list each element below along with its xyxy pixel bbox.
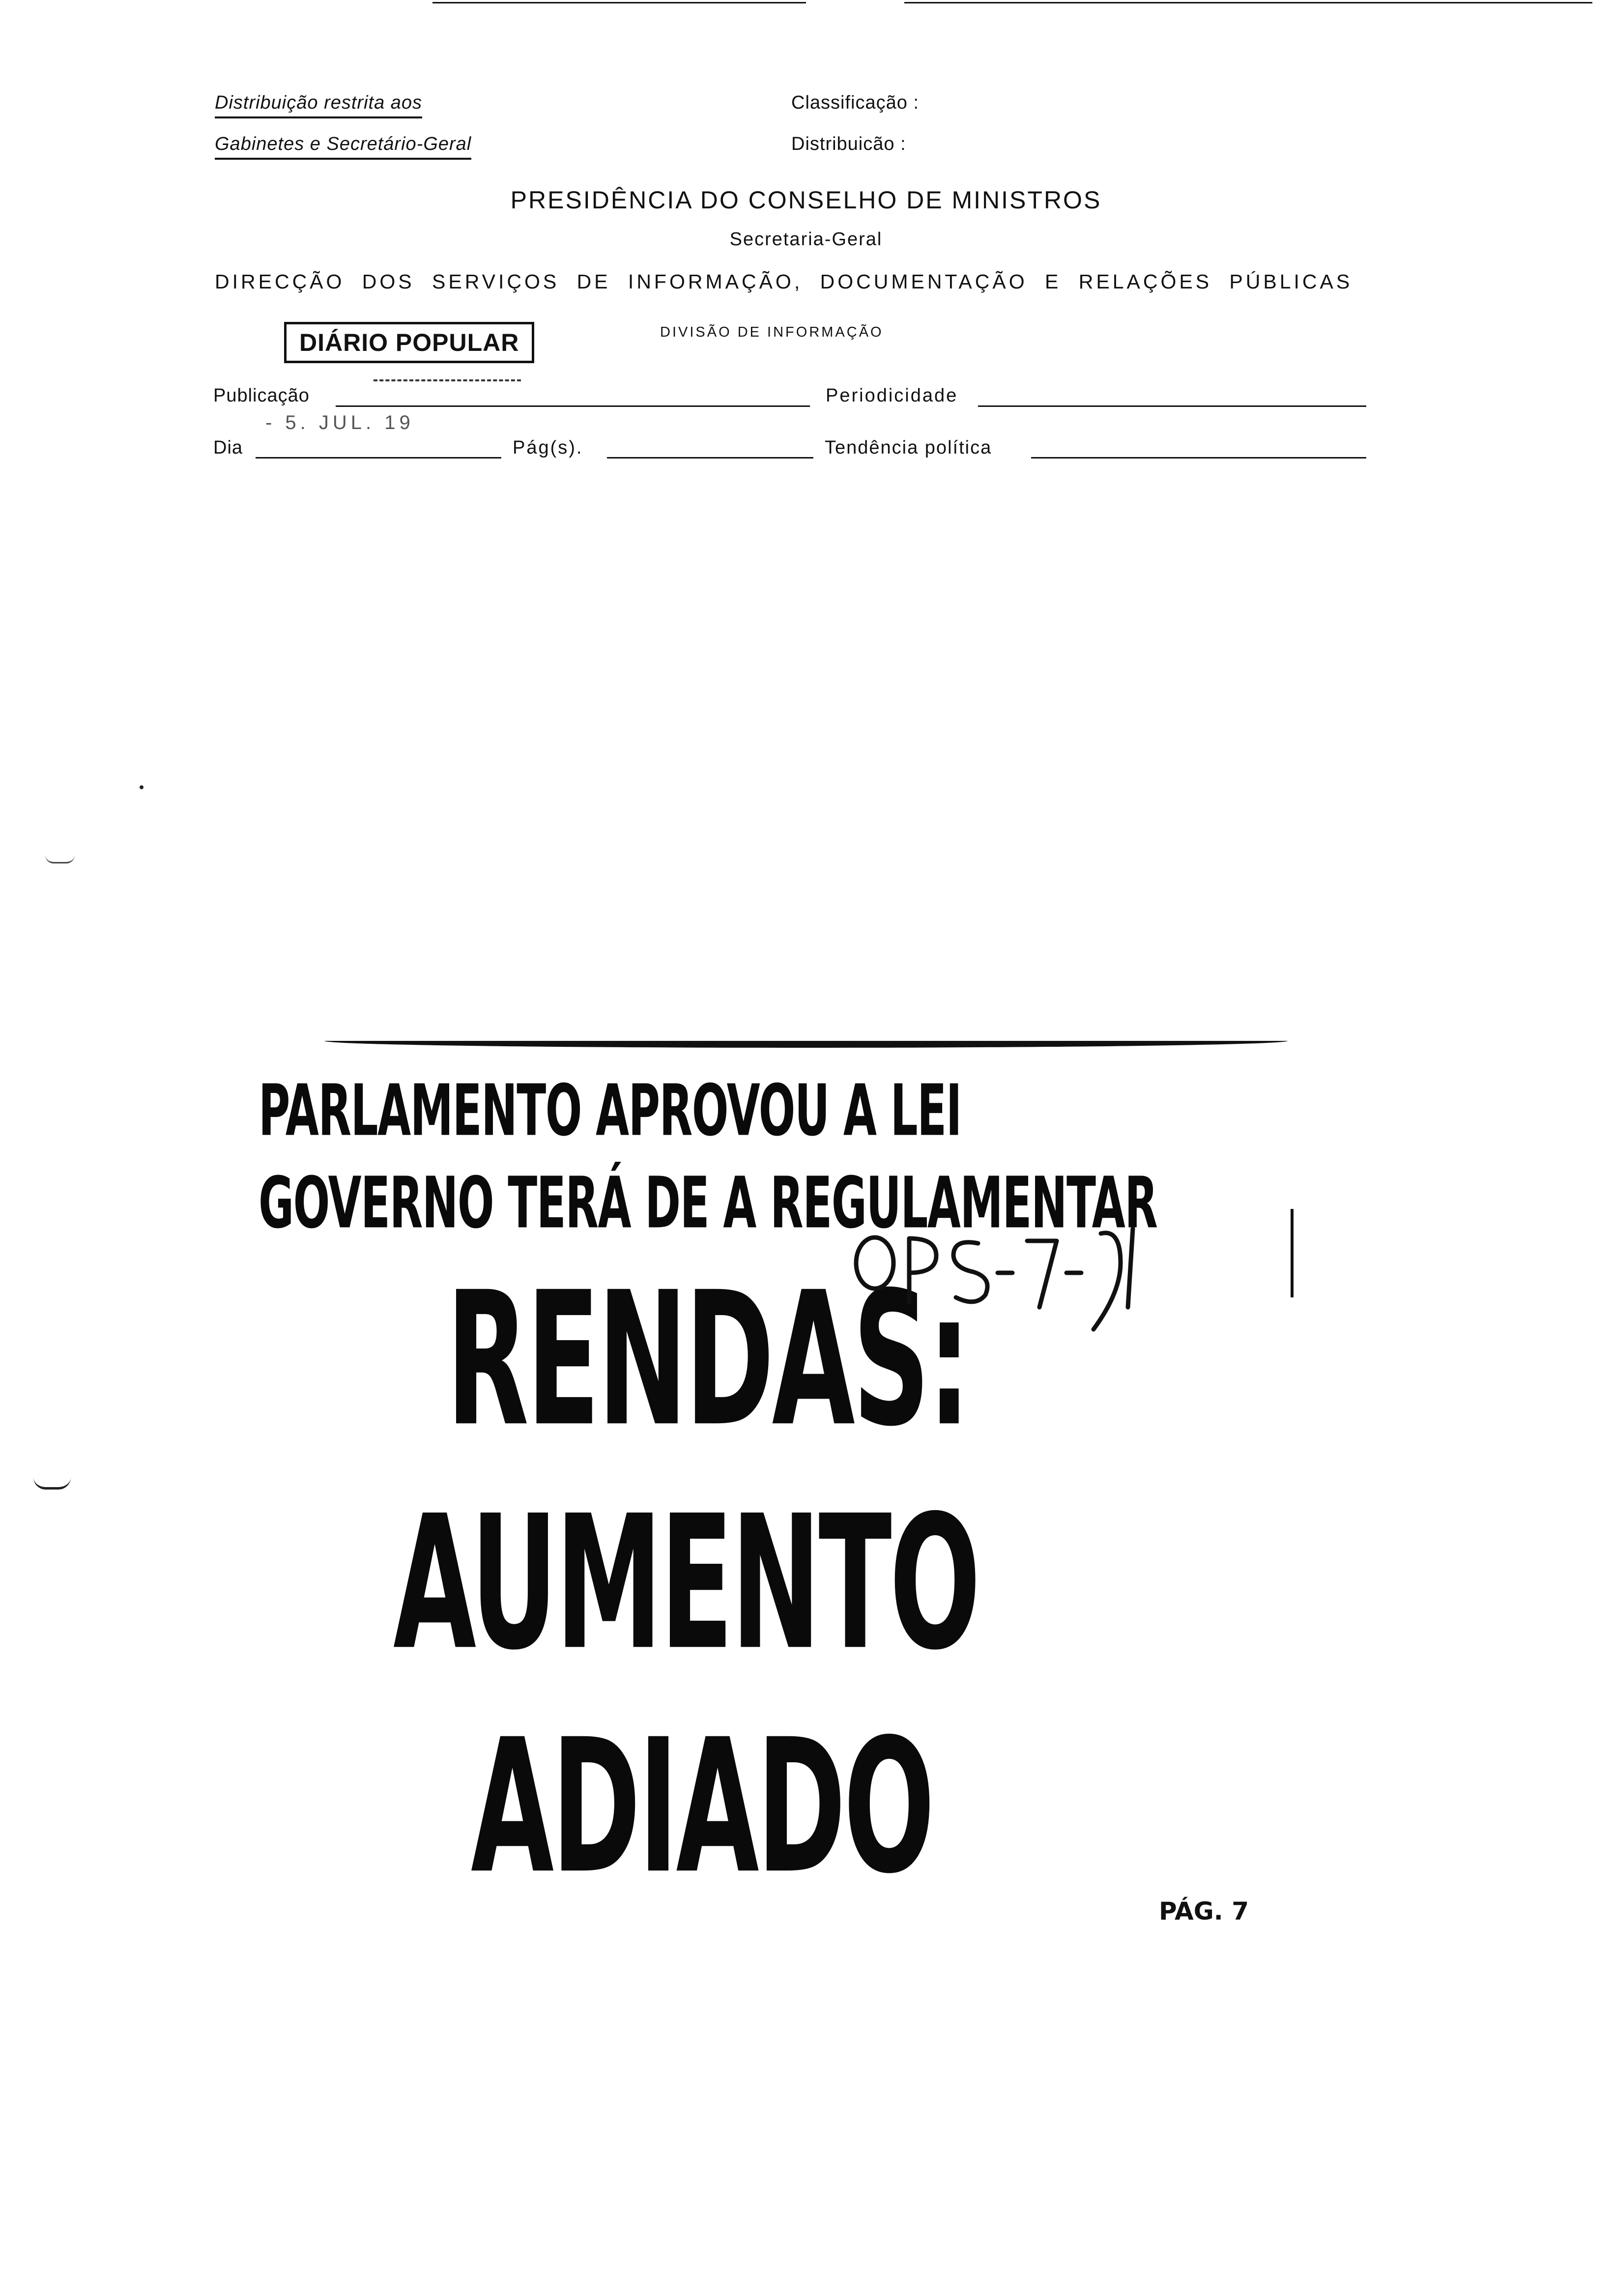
headline-line-1: RENDAS:	[446, 1253, 969, 1468]
pages-label: Pág(s).	[513, 437, 583, 458]
presidency-title: PRESIDÊNCIA DO CONSELHO DE MINISTROS	[510, 186, 1102, 214]
pages-field-line	[607, 457, 813, 459]
headline-line-2: AUMENTO	[393, 1476, 979, 1692]
clipping-side-mark	[1291, 1209, 1294, 1297]
publication-field-line	[336, 405, 810, 407]
tendency-label: Tendência política	[825, 437, 992, 458]
scan-mark	[33, 1477, 71, 1490]
classification-label: Classificação :	[791, 92, 919, 113]
newspaper-stamp: DIÁRIO POPULAR	[284, 322, 534, 363]
division-title: DIVISÃO DE INFORMAÇÃO	[660, 324, 884, 340]
headline-line-3: ADIADO	[471, 1700, 933, 1915]
restricted-distribution-line2: Gabinetes e Secretário-Geral	[215, 134, 471, 160]
secretariat-title: Secretaria-Geral	[729, 229, 883, 250]
day-stamp-value: - 5. JUL. 19	[265, 412, 414, 433]
handwritten-annotation	[845, 1209, 1140, 1347]
day-label: Dia	[213, 437, 243, 458]
clipping-kicker-1: PARLAMENTO APROVOU A LEI	[259, 1069, 961, 1152]
day-field-line	[256, 457, 501, 459]
stamp-underline	[374, 379, 521, 381]
periodicity-field-line	[978, 405, 1366, 407]
distribution-label: Distribuicão :	[791, 134, 906, 154]
publication-label: Publicação	[213, 385, 310, 406]
directorate-title: DIRECÇÃO DOS SERVIÇOS DE INFORMAÇÃO, DOCUMENTAÇÃO E RELAÇÕES PÚBLICAS	[215, 270, 1353, 293]
scan-mark	[45, 855, 75, 863]
page-reference: PÁG. 7	[1159, 1897, 1249, 1925]
clipping-kicker-2: GOVERNO TERÁ DE A REGULAMENTAR	[259, 1162, 1157, 1244]
top-rule-left	[432, 2, 806, 3]
top-rule-right	[904, 2, 1592, 3]
scan-speck	[140, 785, 144, 789]
restricted-distribution-line1: Distribuição restrita aos	[215, 92, 422, 118]
tendency-field-line	[1031, 457, 1366, 459]
periodicity-label: Periodicidade	[826, 385, 958, 406]
clipping-top-rule	[324, 1041, 1288, 1048]
